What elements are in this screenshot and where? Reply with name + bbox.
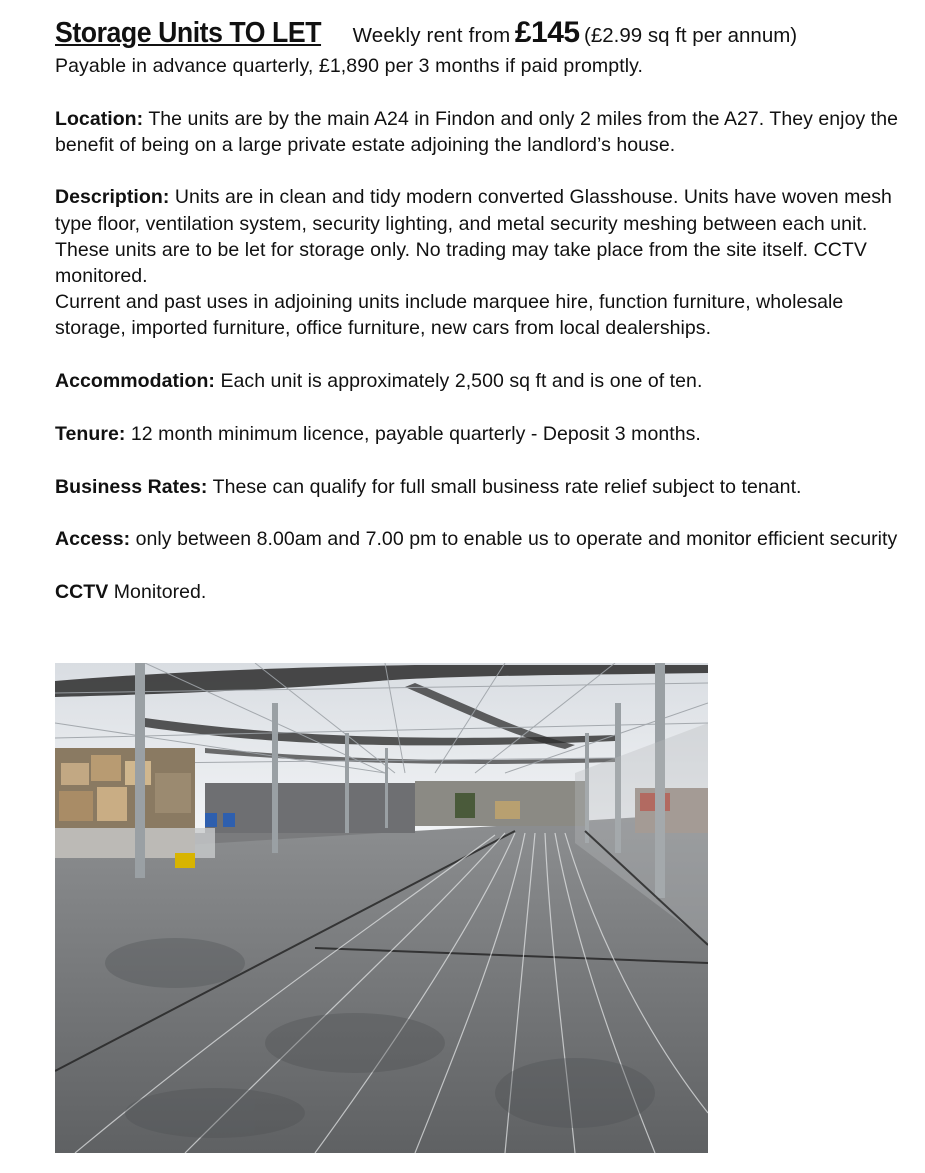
location-text: The units are by the main A24 in Findon and only 2 miles from the A27. They enjoy the benefit of being on a large private estate adjoining the landlord’s house. — [55, 107, 898, 156]
business-rates-text: These can qualify for full small business rate relief subject to tenant. — [212, 475, 802, 498]
tenure-text: 12 month minimum licence, payable quarterly - Deposit 3 months. — [130, 422, 701, 445]
access-label: Access: — [55, 528, 131, 551]
glasshouse-interior-photo — [55, 663, 708, 1153]
description-text: Units are in clean and tidy modern converted Glasshouse. Units have woven mesh type floor, ventilation system, security lighting, and metal security meshing between each unit. These units are to be let for storage only. No trading may take place from the site itself. CCTV monitored. — [55, 186, 892, 288]
rent-per-sqft: (£2.99 sq ft per annum) — [584, 24, 798, 47]
tenure-section — [55, 421, 900, 447]
description-section — [55, 184, 900, 341]
business-rates-section — [55, 474, 900, 500]
shelving — [205, 783, 415, 833]
access-text: only between 8.00am and 7.00 pm to enable us to operate and monitor efficient security — [135, 528, 898, 551]
page-title: Storage Units TO LET — [55, 17, 322, 49]
tenure-label: Tenure: — [55, 422, 126, 445]
accommodation-label: Accommodation: — [55, 370, 215, 393]
cctv-label: CCTV — [55, 580, 109, 603]
glasshouse-illustration — [55, 663, 708, 1153]
access-section — [55, 526, 900, 552]
document-page — [55, 16, 900, 605]
rent-price: £145 — [514, 16, 580, 49]
description-label: Description: — [55, 186, 170, 209]
accommodation-text: Each unit is approximately 2,500 sq ft and is one of ten. — [220, 370, 703, 393]
rent-prefix: Weekly rent from — [352, 24, 511, 47]
business-rates-label: Business Rates: — [55, 475, 208, 498]
accommodation-section — [55, 368, 900, 394]
header-line — [55, 16, 900, 56]
payment-note: Payable in advance quarterly, £1,890 per 3 months if paid promptly. — [55, 55, 644, 77]
cctv-section — [55, 579, 900, 605]
location-section — [55, 106, 900, 158]
cctv-text: Monitored. — [113, 580, 207, 603]
location-label: Location: — [55, 107, 144, 130]
description-uses-text: Current and past uses in adjoining units include marquee hire, function furniture, wholesale storage, imported furniture, office furniture, new cars from local dealerships. — [55, 291, 844, 340]
